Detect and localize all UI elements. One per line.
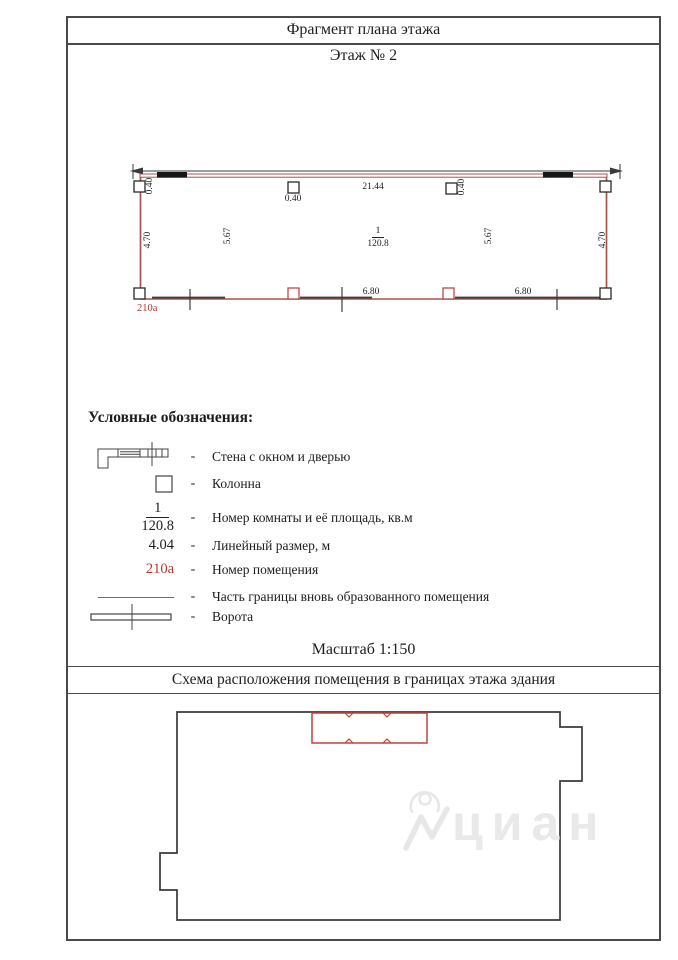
legend-dash: - xyxy=(190,537,196,553)
dim-total-width: 21.44 xyxy=(362,182,384,192)
legend-label-premise-number: Номер помещения xyxy=(212,561,319,577)
room-area: 120.8 xyxy=(367,239,389,249)
legend-label-wall: Стена с окном и дверью xyxy=(212,449,351,464)
legend-fraction-denominator: 120.8 xyxy=(141,518,174,534)
room-number-fraction-symbol xyxy=(88,501,174,534)
room-number-area-fraction xyxy=(360,226,396,249)
new-boundary-line-symbol xyxy=(88,597,174,598)
linear-dimension-sample: 4.04 xyxy=(148,537,174,553)
legend-dash: - xyxy=(190,561,196,577)
column-symbol xyxy=(88,474,174,494)
legend-dash: - xyxy=(190,589,196,604)
legend-heading: Условные обозначения: xyxy=(88,409,254,426)
dim-gate-right: 6.80 xyxy=(514,287,532,297)
legend-label-room-fraction: Номер комнаты и её площадь, кв.м xyxy=(212,509,413,525)
dim-column-left: 0.40 xyxy=(145,177,155,195)
legend-dash: - xyxy=(190,509,196,525)
legend-row-column xyxy=(88,472,558,496)
dim-height-left: 4.70 xyxy=(143,231,153,249)
scheme-title: Схема расположения помещения в границах этажа здания xyxy=(171,671,556,688)
room-number: 1 xyxy=(372,226,385,238)
premise-number-label: 210а xyxy=(137,303,158,314)
dim-span-right: 5.67 xyxy=(484,227,494,245)
legend-label-gate: Ворота xyxy=(212,609,254,624)
document-title: Фрагмент плана этажа xyxy=(286,20,441,38)
legend-row-boundary xyxy=(88,589,558,605)
legend-dash: - xyxy=(190,609,196,624)
legend-row-room-fraction xyxy=(88,499,558,536)
dim-column-middle: 0.40 xyxy=(284,194,302,204)
legend-label-linear-dim: Линейный размер, м xyxy=(212,537,331,553)
legend-row-premise-number xyxy=(88,560,558,579)
watermark-text: циан xyxy=(452,795,608,851)
floor-number-label: Этаж № 2 xyxy=(329,47,398,64)
scheme-title-row xyxy=(66,666,661,694)
premise-number-sample: 210а xyxy=(145,561,174,577)
legend-dash: - xyxy=(190,476,196,491)
legend-fraction-numerator: 1 xyxy=(146,501,169,518)
dim-column-right: 0.40 xyxy=(457,178,467,196)
legend-row-linear-dim xyxy=(88,536,558,555)
dim-gate-left: 6.80 xyxy=(362,287,380,297)
scale-label: Масштаб 1:150 xyxy=(311,641,416,658)
document-title-row xyxy=(66,16,661,45)
legend-row-gate xyxy=(88,604,558,630)
legend-row-wall xyxy=(88,441,558,473)
legend-label-boundary: Часть границы вновь образованного помещения xyxy=(212,589,490,604)
dim-span-left: 5.67 xyxy=(223,227,233,245)
legend-label-column: Колонна xyxy=(212,476,261,491)
wall-window-door-symbol xyxy=(88,442,174,472)
dim-height-right: 4.70 xyxy=(598,231,608,249)
legend-dash: - xyxy=(190,449,196,464)
gate-symbol xyxy=(88,604,174,630)
